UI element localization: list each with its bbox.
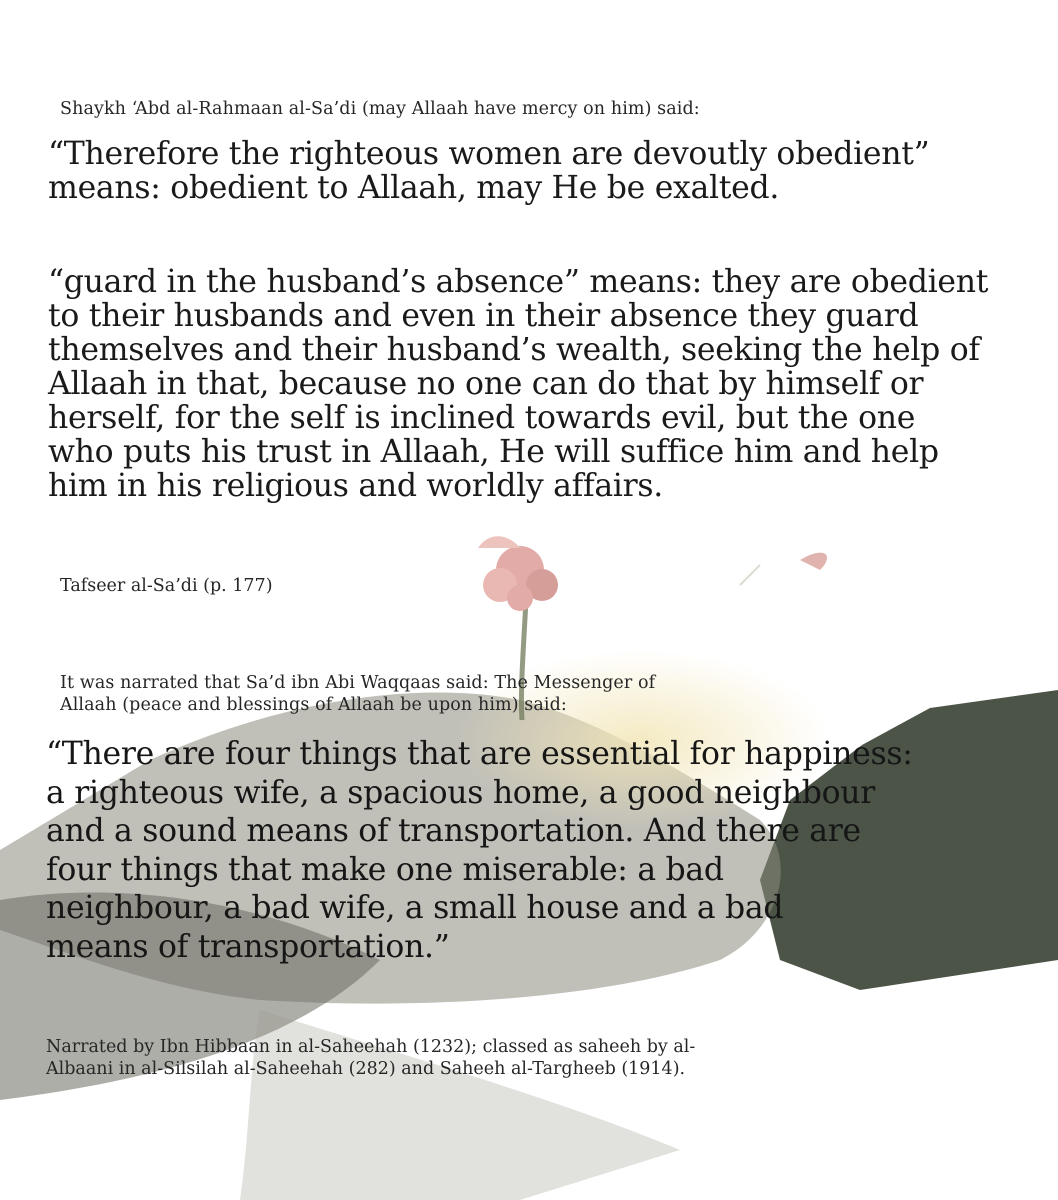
quote-text-1: “Therefore the righteous women are devoutly obedient” means: obedient to Allaah, may He be exalted. — [48, 136, 930, 206]
intro-text-2: It was narrated that Sa’d ibn Abi Waqqaas said: The Messenger of Allaah (peace and blessings of Allaah be upon him) said: — [60, 673, 656, 715]
hadith-quote: “There are four things that are essential for happiness: a righteous wife, a spacious home, a good neighbour and a sound means of transportation. And there are four things that make one miserable: a bad neighbour, a bad wife, a small house and a bad means of transportation.” — [46, 736, 913, 965]
source-citation-2: Narrated by Ibn Hibbaan in al-Saheehah (1232); classed as saheeh by al- Albaani in al-Silsilah al-Saheehah (282) and Saheeh al-Targheeb (1914). — [46, 1037, 696, 1079]
source-citation-1: Tafseer al-Sa’di (p. 177) — [60, 576, 273, 596]
quote-text-2: “guard in the husband’s absence” means: they are obedient to their husbands and even in their absence they guard themselves and their husband’s wealth, seeking the help of Allaah in that, because no one can do that by himself or herself, for the self is inclined towards evil, but the one who puts his trust in Allaah, He will suffice him and help him in his religious and worldly affairs. — [48, 264, 989, 504]
intro-text-1: Shaykh ‘Abd al-Rahmaan al-Sa’di (may Allaah have mercy on him) said: — [60, 99, 700, 119]
